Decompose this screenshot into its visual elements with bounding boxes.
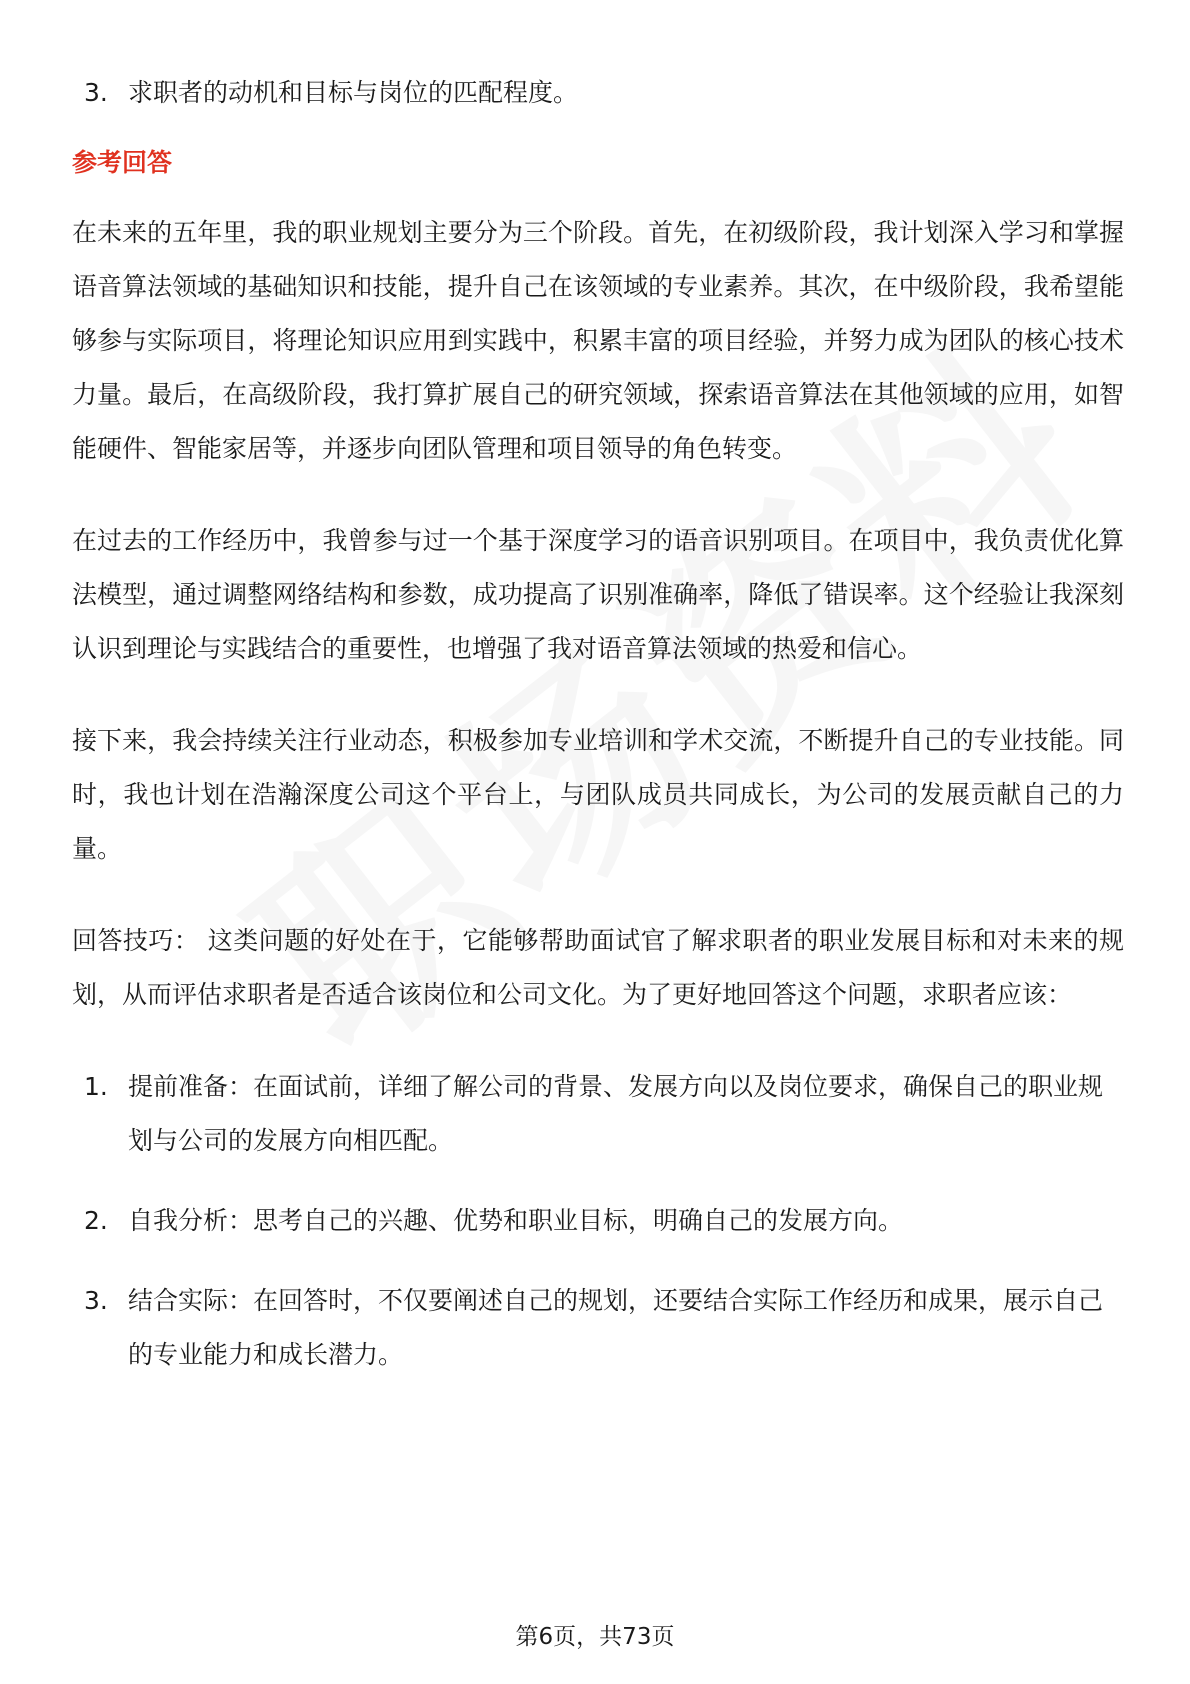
list-text: 提前准备：在面试前，详细了解公司的背景、发展方向以及岗位要求，确保自己的职业规划与公司的发展方向相匹配。: [128, 1072, 1104, 1155]
paragraph: 在未来的五年里，我的职业规划主要分为三个阶段。首先，在初级阶段，我计划深入学习和掌握语音算法领域的基础知识和技能，提升自己在该领域的专业素养。其次，在中级阶段，我希望能够参与实际项目，将理论知识应用到实践中，积累丰富的项目经验，并努力成为团队的核心技术力量。最后，在高级阶段，我打算扩展自己的研究领域，探索语音算法在其他领域的应用，如智能硬件、智能家居等，并逐步向团队管理和项目领导的角色转变。: [72, 218, 1124, 463]
list-text: 结合实际：在回答时，不仅要阐述自己的规划，还要结合实际工作经历和成果，展示自己的专业能力和成长潜力。: [128, 1286, 1104, 1369]
list-text: 求职者的动机和目标与岗位的匹配程度。: [128, 78, 579, 107]
list-number: 3.: [84, 1286, 108, 1315]
list-item: [72, 1060, 1124, 1168]
page-content: [72, 66, 1124, 1382]
list-text: 自我分析：思考自己的兴趣、优势和职业目标，明确自己的发展方向。: [128, 1206, 904, 1235]
paragraph: 接下来，我会持续关注行业动态，积极参加专业培训和学术交流，不断提升自己的专业技能。同时，我也计划在浩瀚深度公司这个平台上，与团队成员共同成长，为公司的发展贡献自己的力量。: [72, 726, 1124, 863]
list-item: [72, 66, 1124, 120]
paragraph: 在过去的工作经历中，我曾参与过一个基于深度学习的语音识别项目。在项目中，我负责优化算法模型，通过调整网络结构和参数，成功提高了识别准确率，降低了错误率。这个经验让我深刻认识到理论与实践结合的重要性，也增强了我对语音算法领域的热爱和信心。: [72, 526, 1124, 663]
list-number: 1.: [84, 1072, 108, 1101]
list-item: [72, 1274, 1124, 1382]
list-number: 3.: [84, 78, 108, 107]
list-item: [72, 1194, 1124, 1248]
section-heading: 参考回答: [72, 148, 173, 177]
list-number: 2.: [84, 1206, 108, 1235]
tips-intro-paragraph: 回答技巧： 这类问题的好处在于，它能够帮助面试官了解求职者的职业发展目标和对未来的规划，从而评估求职者是否适合该岗位和公司文化。为了更好地回答这个问题，求职者应该：: [72, 926, 1124, 1009]
page-footer: 第6页，共73页: [515, 1624, 675, 1650]
